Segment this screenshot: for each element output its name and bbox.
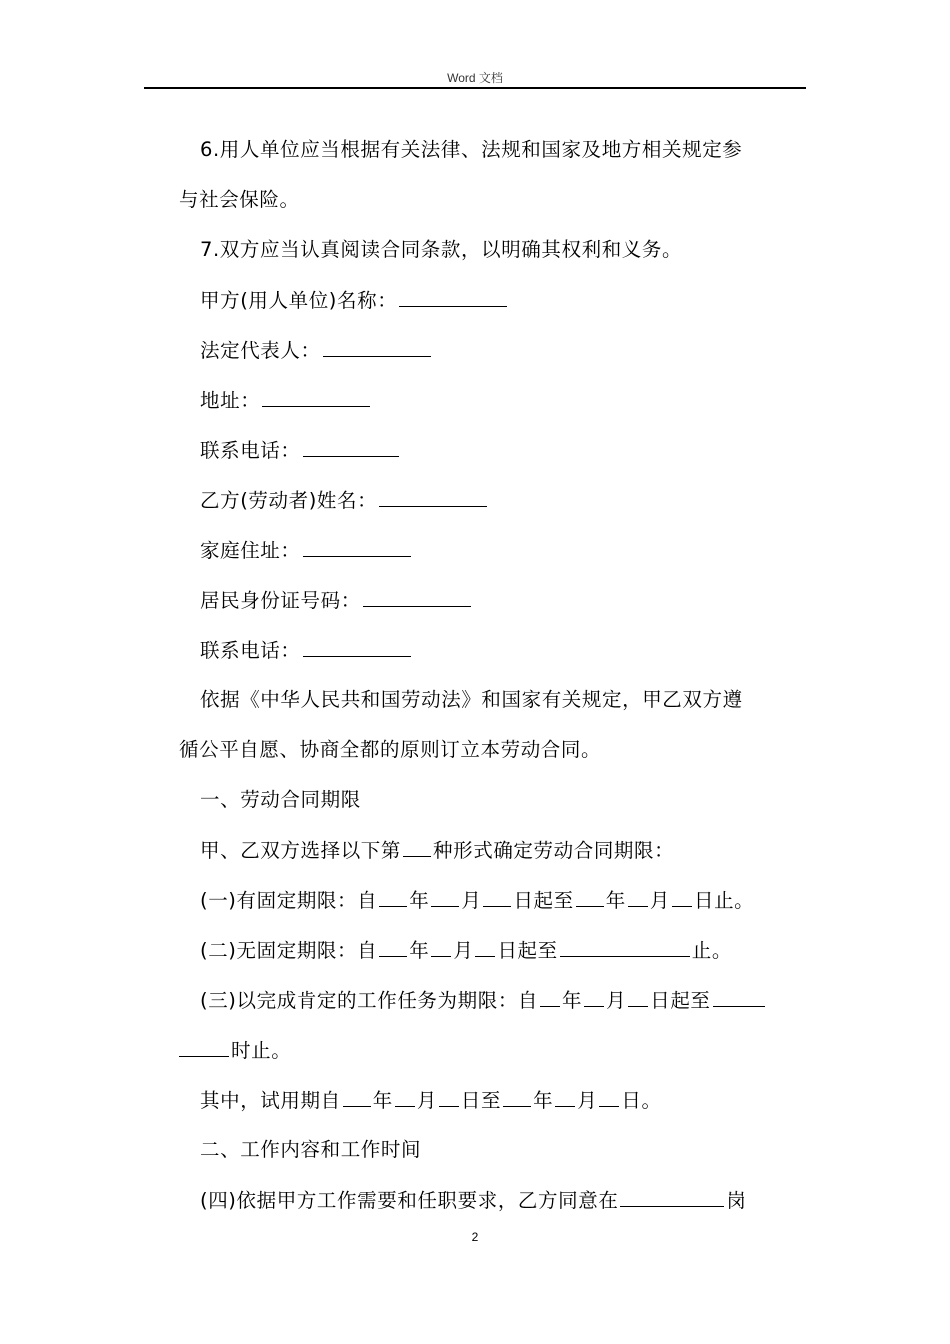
text-run: 月 [461,889,482,912]
text-run: 乙方(劳动者)姓名： [200,489,378,512]
fill-blank[interactable] [303,538,411,557]
fill-blank[interactable] [672,888,692,907]
fill-blank[interactable] [560,938,690,957]
fill-blank[interactable] [379,488,487,507]
address-line [200,388,372,413]
header-divider [144,87,806,89]
text-run: 时止。 [231,1039,292,1062]
fill-blank[interactable] [555,1088,575,1107]
text-run: 日起至 [650,989,711,1012]
paragraph-line [200,1088,662,1113]
text-run: 月 [606,989,627,1012]
legal-rep-line [200,338,433,363]
fill-blank[interactable] [599,1088,619,1107]
text-run: 日起至 [513,889,574,912]
paragraph-line [200,938,732,963]
party-a-name-line [200,288,509,313]
id-number-line [200,588,473,613]
fill-blank[interactable] [431,938,451,957]
text-run: 岗 [726,1189,747,1212]
fill-blank[interactable] [403,838,431,857]
phone-b-line [200,638,413,663]
home-address-line [200,538,413,563]
text-run: 月 [416,1089,437,1112]
fill-blank[interactable] [620,1188,724,1207]
section-heading [200,1138,421,1162]
paragraph-line [179,738,601,762]
text-run: (四)依据甲方工作需要和任职要求，乙方同意在 [200,1189,619,1212]
text-run: 联系电话： [200,439,301,462]
fill-blank[interactable] [303,638,411,657]
section-heading [200,788,361,812]
fill-blank[interactable] [363,588,471,607]
text-run: 甲、乙双方选择以下第 [200,839,402,862]
text-run: 日至 [460,1089,502,1112]
fill-blank[interactable] [475,938,495,957]
fill-blank[interactable] [628,988,648,1007]
party-b-name-line [200,488,489,513]
fill-blank[interactable] [431,888,459,907]
text-run: 联系电话： [200,639,301,662]
text-run: 6.用人单位应当根据有关法律、法规和国家及地方相关规定参 [200,138,743,161]
paragraph-line [179,1038,291,1063]
paragraph-line [200,888,754,913]
text-run: 年 [409,939,430,962]
fill-blank[interactable] [439,1088,459,1107]
text-run: 依据《中华人民共和国劳动法》和国家有关规定，甲乙双方遵 [200,688,743,711]
text-run: 年 [562,989,583,1012]
text-run: 其中，试用期自 [200,1089,341,1112]
fill-blank[interactable] [576,888,604,907]
paragraph-line [179,188,300,212]
fill-blank[interactable] [179,1038,229,1057]
fill-blank[interactable] [323,338,431,357]
fill-blank[interactable] [395,1088,415,1107]
paragraph-line [200,238,682,262]
fill-blank[interactable] [262,388,370,407]
paragraph-line [200,138,742,162]
phone-a-line [200,438,401,463]
fill-blank[interactable] [713,988,765,1007]
text-run: 年 [533,1089,554,1112]
paragraph-line [200,838,674,863]
paragraph-line [200,1188,747,1213]
text-run: 止。 [691,939,732,962]
fill-blank[interactable] [379,938,407,957]
text-run: 二、工作内容和工作时间 [200,1138,422,1161]
text-run: (三)以完成肯定的工作任务为期限：自 [200,989,539,1012]
text-run: (二)无固定期限：自 [200,939,378,962]
text-run: 年 [409,889,430,912]
fill-blank[interactable] [379,888,407,907]
text-run: 7.双方应当认真阅读合同条款，以明确其权利和义务。 [200,238,683,261]
text-run: 年 [372,1089,393,1112]
text-run: 与社会保险。 [179,188,300,211]
text-run: (一)有固定期限：自 [200,889,378,912]
text-run: 一、劳动合同期限 [200,788,361,811]
fill-blank[interactable] [584,988,604,1007]
text-run: 法定代表人： [200,339,321,362]
text-run: 甲方(用人单位)名称： [200,289,398,312]
page-number: 2 [471,1230,479,1244]
text-run: 地址： [200,389,261,412]
text-run: 种形式确定劳动合同期限： [433,839,675,862]
text-run: 月 [453,939,474,962]
text-run: 日止。 [693,889,755,912]
fill-blank[interactable] [540,988,560,1007]
text-run: 家庭住址： [200,539,301,562]
text-run: 月 [649,889,670,912]
text-run: 月 [577,1089,598,1112]
page-header: Word 文档 [447,71,503,85]
fill-blank[interactable] [303,438,399,457]
fill-blank[interactable] [343,1088,371,1107]
paragraph-line [200,988,767,1013]
fill-blank[interactable] [399,288,507,307]
fill-blank[interactable] [503,1088,531,1107]
fill-blank[interactable] [628,888,648,907]
text-run: 循公平自愿、协商全都的原则订立本劳动合同。 [179,738,602,761]
text-run: 居民身份证号码： [200,589,361,612]
fill-blank[interactable] [483,888,511,907]
text-run: 日起至 [497,939,558,962]
text-run: 日。 [621,1089,662,1112]
paragraph-line [200,688,743,712]
text-run: 年 [605,889,626,912]
